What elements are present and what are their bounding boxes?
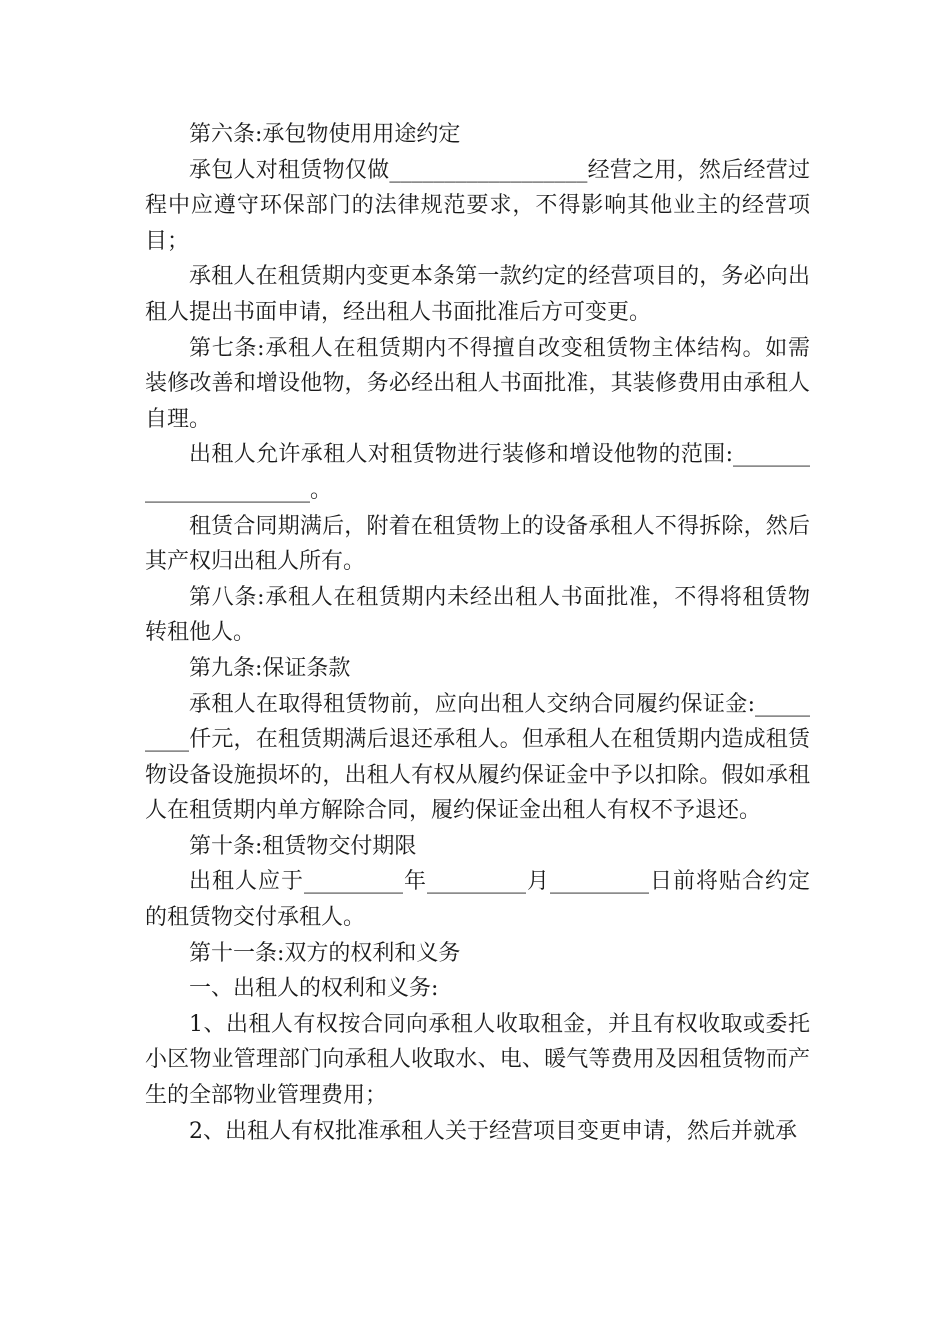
paragraph: 承租人在租赁期内变更本条第一款约定的经营项目的，务必向出租人提出书面申请，经出租人书面批准后方可变更。 xyxy=(145,264,810,325)
article-10-heading: 第十条:租赁物交付期限 xyxy=(189,833,417,859)
paragraph: 承租人在取得租赁物前，应向出租人交纳合同履约保证金:_________仟元，在租赁期满后退还承租人。但承租人在租赁期内造成租赁物设备设施损坏的，出租人有权从履约保证金中予以扣除。假如承租人在租赁期内单方解除合同，履约保证金出租人有权不予退还。 xyxy=(145,691,810,824)
paragraph: 出租人应于_________年_________月_________日前将贴合约定的租赁物交付承租人。 xyxy=(145,869,810,931)
article-6-heading: 第六条:承包物使用用途约定 xyxy=(189,122,461,147)
paragraph: 租赁合同期满后，附着在租赁物上的设备承租人不得拆除，然后其产权归出租人所有。 xyxy=(145,513,810,575)
article-7-paragraph: 第七条:承租人在租赁期内不得擅自改变租赁物主体结构。如需装修改善和增设他物，务必经出租人书面批准，其装修费用由承租人自理。 xyxy=(145,335,810,432)
article-11-heading: 第十一条:双方的权利和义务 xyxy=(189,940,461,966)
document-body xyxy=(145,117,810,1149)
paragraph: 出租人允许承租人对租赁物进行装修和增设他物的范围:______________________。 xyxy=(145,442,810,503)
paragraph: 承包人对租赁物仅做__________________经营之用，然后经营过程中应遵守环保部门的法律规范要求，不得影响其他业主的经营项目； xyxy=(145,157,810,254)
list-item: 1、出租人有权按合同向承租人收取租金，并且有权收取或委托小区物业管理部门向承租人收取水、电、暖气等费用及因租赁物而产生的全部物业管理费用； xyxy=(145,1011,810,1109)
list-item: 2、出租人有权批准承租人关于经营项目变更申请，然后并就承 xyxy=(189,1118,797,1144)
article-9-heading: 第九条:保证条款 xyxy=(189,655,351,681)
article-8-paragraph: 第八条:承租人在租赁期内未经出租人书面批准，不得将租赁物转租他人。 xyxy=(145,584,810,646)
section-heading: 一、出租人的权利和义务: xyxy=(189,976,439,1002)
